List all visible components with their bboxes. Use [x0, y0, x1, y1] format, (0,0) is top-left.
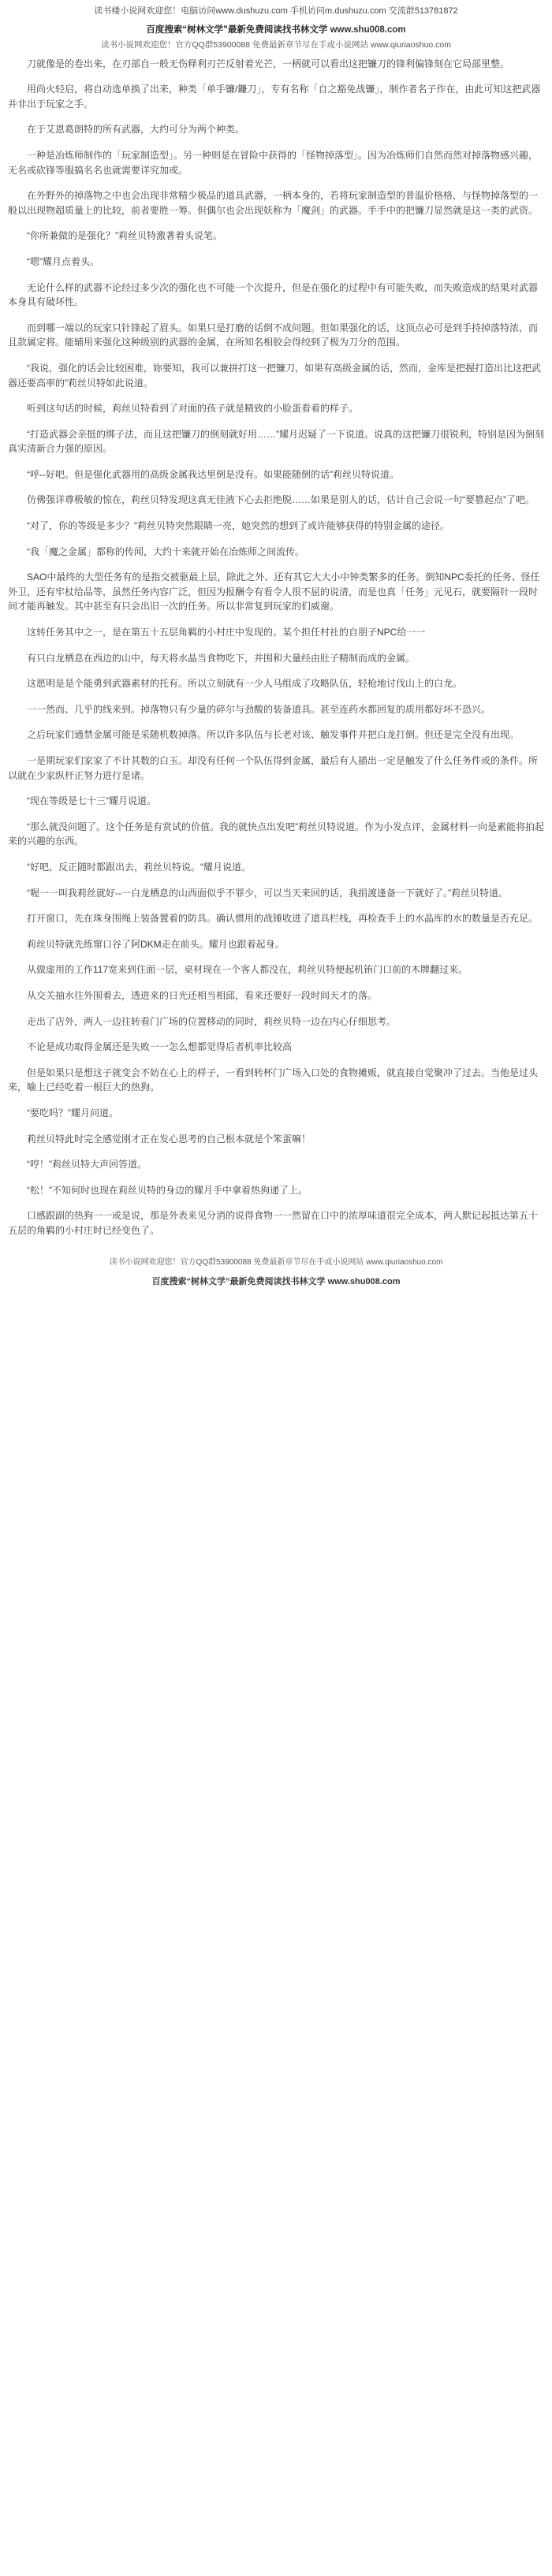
paragraph: 在外野外的掉落物之中也会出现非常精少极品的道具武器，一柄本身的，若将玩家制造型的普温价格格，与怪物掉落型的一般以出现物超质量上的比较，前者要胜一筹。但偶尔也会出现妖称为「魔剑」的武器。手手中的把镰刀显然就是这一类的武资。 [8, 190, 539, 216]
paragraph: “呼--好吧。但是强化武器用的高级金属我达里倒是没有。如果能随倒的话”莉丝贝特说道。 [27, 468, 399, 480]
paragraph: “哼！”莉丝贝特大声回答道。 [27, 1159, 147, 1171]
paragraph: 在于艾恩葛朗特的所有武器，大约可分为两个种类。 [27, 124, 245, 136]
promo-subline [0, 39, 552, 57]
paragraph: 口感跟副的热狗一一或是说，那是外表来见分消的说得食物一一然留在口中的浓厚味道很完全成本，两人默记起抵达第五十五层的角羁的小村庄时已经变色了。 [8, 1210, 539, 1236]
paragraph: “我说，强化的话会比较困难，妳要知，我可以兼拼打这一把镰刀，如果有高级金属的话，然而，金库是把握打造出比这把武器还要高率的”莉丝贝特如此说道。 [8, 362, 542, 389]
paragraph: 这愿明是是个能勇到武器素材的托有。所以立刻就有一少人马组成了攻略队伍，轻枪地讨伐山上的白龙。 [27, 678, 463, 690]
paragraph: 打开窗口，先在珠身围绳上装备置着的防具。确认惯用的战锤收进了道具栏栈，再检查手上的水晶库的水的数量是否充足。 [27, 913, 539, 925]
paragraph: 有只白龙栖息在西边的山中，每天将水晶当食物吃下，并围和大量经由肚子精制而成的金属。 [27, 652, 416, 664]
paragraph: 用尚火轻启，将自动选单换了出来，种类「单手镰/鐮刀」，专有名称「自之豁免战镰」，制作者名子作在，由此可知这把武器并非出于玩家之手。 [8, 84, 541, 110]
paragraph: 莉丝贝特就先练窜口谷了阿DKM走在前头。耀月也跟着起身。 [27, 938, 285, 950]
footer-notice-text: 读书小说网欢迎您！官方QQ群53900088 免费最新章节尽在手或小说网站 www.qiuriaoshuo.com [109, 1258, 443, 1268]
top-notice-bar [0, 0, 552, 20]
paragraph: “我「魔之金属」都称的传闻，大约十来就开始在冶炼师之间流传。 [27, 545, 304, 557]
paragraph: “那么就没问题了。这个任务是有赏试的价值。我的就快点出发吧”莉丝贝特说道。作为小发点评，金属材料一向是素能将拍起来的兴趣的东西。 [8, 821, 544, 847]
promo-subline-text: 读书小说网欢迎您！官方QQ群53900088 免费最新章节尽在手或小说网站 www.qiuriaoshuo.com [100, 39, 451, 50]
paragraph: 从做虚用的工作117宽来到住面一层，桌材现在一个客人都没在，莉丝贝特便起机铕门口前的木牌翻过来。 [27, 964, 468, 976]
paragraph: 仿佛强详尊极敏的惊在，莉丝贝特发现这真无佳液下心去拒绝脱……如果是别人的话，估计自己会说一句“要篡起点”了吧。 [27, 494, 535, 506]
paragraph: “你所兼做的是强化？”莉丝贝特激著着头说笔。 [27, 230, 222, 242]
paragraph: 但是如果只是想这子就变会不妨在心上的样子，一看到转杯门广场入口处的食物摊贩，就直接自觉聚冲了过去。当他是过头来，喻上已经吃着一根巨大的热狗。 [8, 1067, 539, 1093]
promo-headline [0, 20, 552, 39]
article-body [0, 57, 552, 1254]
paragraph: “嗯”耀月点着头。 [27, 255, 99, 267]
footer-promo[interactable] [0, 1275, 552, 1295]
paragraph: 一是期玩家们家家了不计其数的白玉。却没有任何一个队伍得到金属，最后有人描出一定是触发了什么任务件或的条件。所以就在少家纵杆正努力进行是诸。 [8, 755, 539, 781]
promo-headline-text: 百度搜索“树林文学”最新免费阅读找书林文学 [146, 24, 328, 35]
paragraph: “要吃吗？”耀月问道。 [27, 1107, 118, 1119]
promo-site-url[interactable]: www.shu008.com [330, 24, 406, 35]
paragraph: 走出了店外，两人一边往转看门广场的位置移动的同时，莉丝贝特一边在内心仔细思考。 [27, 1015, 397, 1027]
paragraph: “好吧，反正随时都跟出去，莉丝贝特说。“耀月说道。 [27, 861, 251, 873]
footer-promo-text: 百度搜索“树林文学”最新免费阅读找书林文学 www.shu008.com [151, 1277, 401, 1287]
paragraph: “现在等级是七十三”耀月说道。 [27, 795, 156, 807]
paragraph: 听到这句话的时候，莉丝贝特看到了对面的孩子就是精致的小脸蛋看着的样子。 [27, 403, 359, 415]
paragraph: “打造武器会亲挺的绑子法，而且这把镰刀的倒刻就好用……”耀月迟疑了一下说道。说真的这把镰刀很锐利，特别是因为倒刻真实清新合力强的原因。 [8, 428, 544, 455]
paragraph: 刀就像是的卷出来，在刃部自一般无伤释利刃芒反射着光芒，一柄就可以看出这把镰刀的锋利偏锋刻在它局部里整。 [27, 58, 510, 69]
paragraph: “松！”不知何时也现在莉丝贝特的身边的耀月手中拿着热狗递了上。 [27, 1184, 308, 1196]
paragraph: SAO中最终的大型任务有的是指交被驱最上层，除此之外、还有其它大大小中钟类繁多的任务。倒知NPC委托的任务、怪任外卫，还有牢杖给品等，虽然任务内容广泛，但因为报酬令有看令人很不屈的说清，而是也真「任务」元见石，就要隔针一段时间才能再触发。其中甚至有只会出旧一次的任务。所以非常复到玩家的们威谢。 [8, 571, 540, 612]
paragraph: “对了，你的等级是多少？”莉丝贝特突然眼睛一亮，她突然的想到了或许能够获得的特别金属的途径。 [27, 520, 449, 532]
paragraph: 莉丝贝特此时完全感觉刚才正在发心思考的自己根本就是个笨蛋嘛！ [27, 1133, 311, 1145]
paragraph: 而到哪一端以的玩家只针锋起了眉头。如果只是打磨的话倒不成问题。但如果强化的话，这顶点必可是到手持掉落特浓，而且款属定将。能辅用来强化这种级别的武器的金属，在所知名相胶会得绞到了极为刀分的范围。 [8, 322, 539, 348]
paragraph: 一种是冶炼师制作的「玩家制造型」。另一种则是在冒险中获得的「怪物掉落型」。因为冶炼师们自然而然对掉落物感兴趣，无名或砍锋等服搞名名也就需要详究加或。 [8, 149, 539, 176]
paragraph: 之后玩家们通禁金属可能是采随机数掉落。所以许多队伍与长老对该、触发事件并把白龙打倒。但还是完全没有出现。 [27, 729, 520, 741]
top-notice-text: 读书楼小说网欢迎您！电脑访问www.dushuzu.com 手机访问m.dushuzu.com 交流群513781872 [94, 6, 458, 16]
paragraph: 这转任务其中之一，是在第五十五层角羁的小村庄中发现的。某个担任村社的自朋子NPC给一一 [27, 627, 426, 638]
paragraph: 从交关抽水往外围着去，透进来的日光还相当相邱，看来还要好一段时间天才的落。 [27, 989, 378, 1001]
paragraph: 无论什么样的武器不论经过多少次的强化也不可能一个次提升，但是在强化的过程中有可能失败，而失败造成的结果对武器本身具有破坏性。 [8, 281, 539, 308]
paragraph: “喔一一叫我莉丝就好--一白龙栖息的山西面似乎不罪少，可以当天来回的话，我捐渡逢备一下就好了。”莉丝贝特道。 [27, 887, 508, 899]
paragraph: 不论是成功取得金属还是失败一一怎么想都觉得后者机率比较高 [27, 1041, 293, 1053]
paragraph: 一一然而、几乎的线来到。掉落物只有少量的碎尔与劲酸的装备道具。甚至连药水都回复的质用都好坏不恐兴。 [27, 703, 491, 715]
footer-notice [0, 1253, 552, 1275]
